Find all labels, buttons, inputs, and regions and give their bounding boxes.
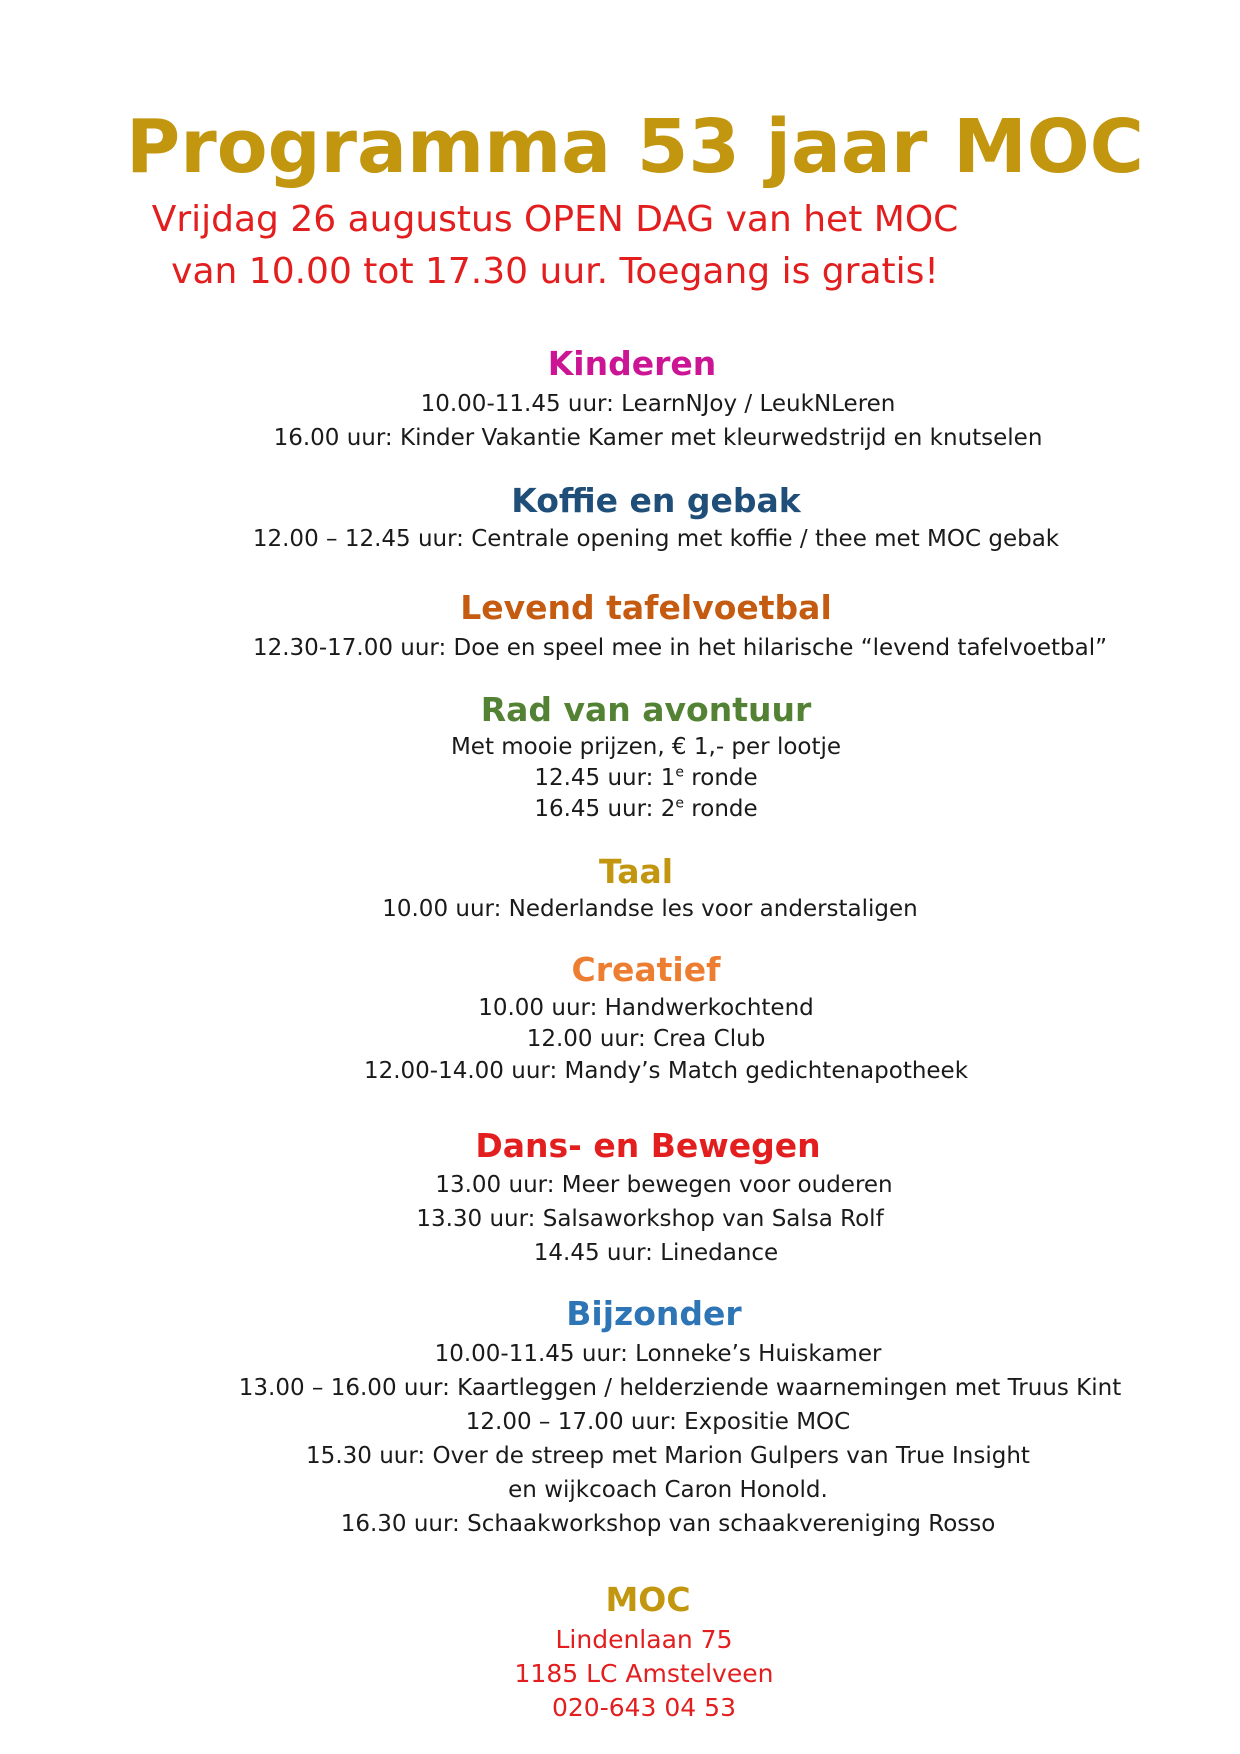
- page-title: Programma 53 jaar MOC: [126, 104, 1144, 190]
- subtitle-line-2: van 10.00 tot 17.30 uur. Toegang is gratis!: [171, 251, 939, 292]
- footer-phone: 020-643 04 53: [552, 1693, 736, 1722]
- bijzonder-line-2: 13.00 – 16.00 uur: Kaartleggen / helderziende waarnemingen met Truus Kint: [238, 1375, 1122, 1401]
- creatief-line-1: 10.00 uur: Handwerkochtend: [478, 995, 814, 1021]
- kinderen-line-1: 10.00-11.45 uur: LearnNJoy / LeukNLeren: [420, 391, 896, 417]
- bijzonder-line-3: 12.00 – 17.00 uur: Expositie MOC: [465, 1409, 851, 1435]
- bijzonder-line-1: 10.00-11.45 uur: Lonneke’s Huiskamer: [434, 1341, 882, 1367]
- heading-dans: Dans- en Bewegen: [475, 1126, 821, 1165]
- heading-bijzonder: Bijzonder: [566, 1294, 742, 1333]
- footer-city: 1185 LC Amstelveen: [514, 1659, 774, 1688]
- subtitle-line-1: Vrijdag 26 augustus OPEN DAG van het MOC: [151, 199, 959, 240]
- creatief-line-3: 12.00-14.00 uur: Mandy’s Match gedichtenapotheek: [363, 1058, 969, 1084]
- footer-street: Lindenlaan 75: [555, 1625, 733, 1654]
- heading-rad: Rad van avontuur: [480, 690, 812, 729]
- taal-line-1: 10.00 uur: Nederlandse les voor anderstaligen: [382, 896, 918, 922]
- creatief-line-2: 12.00 uur: Crea Club: [526, 1026, 766, 1052]
- heading-creatief: Creatief: [571, 950, 721, 989]
- rad-line-3: 16.45 uur: 2e ronde: [534, 795, 758, 822]
- heading-koffie: Koffie en gebak: [511, 481, 801, 520]
- bijzonder-line-4: 15.30 uur: Over de streep met Marion Gulpers van True Insight: [306, 1443, 1030, 1469]
- bijzonder-line-5: en wijkcoach Caron Honold.: [508, 1477, 828, 1503]
- heading-tafelvoetbal: Levend tafelvoetbal: [460, 588, 832, 627]
- dans-line-1: 13.00 uur: Meer bewegen voor ouderen: [435, 1172, 893, 1198]
- dans-line-2: 13.30 uur: Salsaworkshop van Salsa Rolf: [416, 1206, 884, 1232]
- heading-taal: Taal: [598, 852, 674, 891]
- kinderen-line-2: 16.00 uur: Kinder Vakantie Kamer met kleurwedstrijd en knutselen: [273, 425, 1043, 451]
- footer-name: MOC: [605, 1580, 691, 1619]
- rad-line-1: Met mooie prijzen, € 1,- per lootje: [450, 734, 842, 760]
- heading-kinderen: Kinderen: [547, 344, 717, 383]
- koffie-line-1: 12.00 – 12.45 uur: Centrale opening met koffie / thee met MOC gebak: [252, 526, 1060, 552]
- dans-line-3: 14.45 uur: Linedance: [533, 1240, 779, 1266]
- rad-line-2: 12.45 uur: 1e ronde: [534, 764, 758, 791]
- tafelvoetbal-line-1: 12.30-17.00 uur: Doe en speel mee in het hilarische “levend tafelvoetbal”: [252, 635, 1108, 661]
- bijzonder-line-6: 16.30 uur: Schaakworkshop van schaakvereniging Rosso: [340, 1511, 996, 1537]
